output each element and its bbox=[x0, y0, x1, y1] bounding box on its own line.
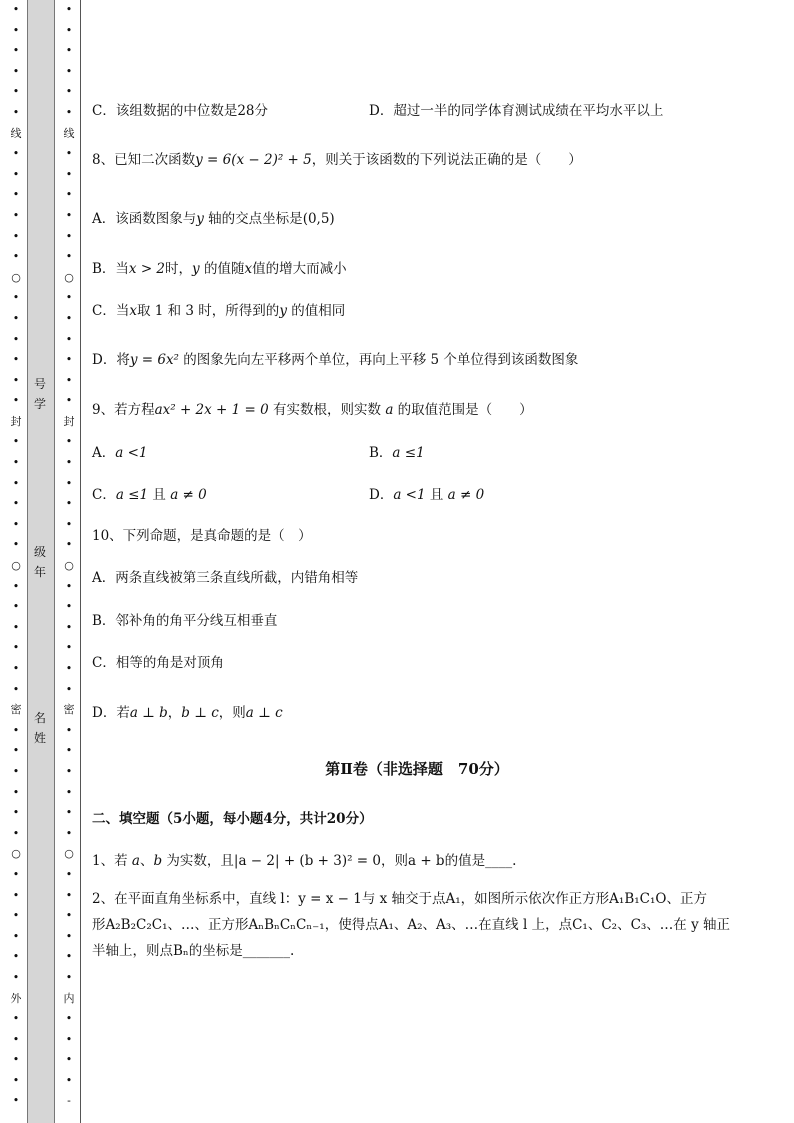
margin-outer-char: • bbox=[12, 950, 20, 964]
margin-inner-char: • bbox=[65, 456, 73, 470]
margin-outer-char: • bbox=[12, 291, 20, 305]
margin-inner-char: • bbox=[65, 888, 73, 902]
q10-option-a: A．两条直线被第三条直线所截，内错角相等 bbox=[92, 570, 359, 586]
margin-inner-char: • bbox=[65, 167, 73, 181]
margin-outer-char: • bbox=[12, 23, 20, 37]
margin-outer-char: • bbox=[12, 600, 20, 614]
margin-outer-char: • bbox=[12, 332, 20, 346]
q9-equation: ax² + 2x + 1 = 0 bbox=[154, 402, 269, 418]
margin-inner-char: • bbox=[65, 806, 73, 820]
q9-stem-prefix: 9、若方程 bbox=[92, 402, 155, 418]
margin-outer-char: 外 bbox=[10, 991, 22, 1005]
fill-q1-sep: 、 bbox=[139, 853, 154, 869]
margin-inner-char: • bbox=[65, 682, 73, 696]
margin-outer-char: • bbox=[12, 44, 20, 58]
margin-outer-char: • bbox=[12, 456, 20, 470]
margin-outer-char: • bbox=[12, 764, 20, 778]
q9-a-label: A． bbox=[92, 445, 116, 461]
q9-var: a bbox=[385, 402, 394, 418]
margin-outer-char: • bbox=[12, 435, 20, 449]
margin-inner-char: 线 bbox=[63, 126, 75, 140]
q10-option-d bbox=[92, 701, 283, 721]
binding-margin-outer bbox=[6, 0, 26, 1123]
q8-b-mid2: 的值随 bbox=[199, 261, 245, 277]
fill-in-section-head: 二、填空题（5小题，每小题4分，共计20分） bbox=[92, 811, 373, 827]
margin-outer-char: • bbox=[12, 744, 20, 758]
q8-a-prefix: A．该函数图象与 bbox=[92, 211, 197, 227]
q8-b-cond: x > 2 bbox=[128, 261, 166, 277]
margin-outer-char: • bbox=[12, 579, 20, 593]
margin-outer-char: 线 bbox=[10, 126, 22, 140]
margin-inner-char: • bbox=[65, 867, 73, 881]
margin-inner-char: • bbox=[65, 311, 73, 325]
q9-stem bbox=[92, 398, 533, 418]
fill-q2-line3: 半轴上，则点Bₙ的坐标是_______. bbox=[92, 943, 295, 959]
margin-outer-char: • bbox=[12, 888, 20, 902]
margin-outer-char: • bbox=[12, 3, 20, 16]
q10-stem: 10、下列命题，是真命题的是（ ） bbox=[92, 528, 312, 544]
margin-outer-char: • bbox=[12, 167, 20, 181]
margin-outer-char: 密 bbox=[10, 703, 22, 717]
q9-b-math: a ≤1 bbox=[392, 445, 425, 461]
q8-option-a bbox=[92, 207, 335, 227]
margin-inner-char: • bbox=[65, 579, 73, 593]
margin-outer-char: • bbox=[12, 538, 20, 552]
margin-outer-char: • bbox=[12, 620, 20, 634]
margin-inner-char: 密 bbox=[63, 703, 75, 717]
margin-outer-char: • bbox=[12, 105, 20, 119]
q8-b-var1: y bbox=[192, 261, 200, 277]
bar-label-xing: 姓 bbox=[33, 731, 46, 745]
q8-a-mid: 轴的交点坐标是 bbox=[203, 211, 303, 227]
q8-stem-suffix: ，则关于该函数的下列说法正确的是（ ） bbox=[311, 152, 582, 168]
margin-inner-char: • bbox=[65, 394, 73, 408]
q9-option-a bbox=[92, 441, 148, 461]
q7-option-d: D．超过一半的同学体育测试成绩在平均水平以上 bbox=[369, 103, 664, 119]
margin-outer-char: • bbox=[12, 188, 20, 202]
margin-inner-char: ○ bbox=[64, 847, 74, 861]
margin-outer-char: ○ bbox=[11, 847, 21, 861]
margin-outer-char: • bbox=[12, 208, 20, 222]
bar-label-ming: 名 bbox=[33, 711, 46, 725]
margin-outer-char: • bbox=[12, 909, 20, 923]
q8-b-prefix: B．当 bbox=[92, 261, 129, 277]
fill-q1-equation: |a − 2| + (b + 3)² = 0 bbox=[233, 853, 381, 869]
margin-inner-char: • bbox=[65, 764, 73, 778]
margin-outer-char: • bbox=[12, 1012, 20, 1026]
margin-outer-char: • bbox=[12, 64, 20, 78]
fill-q2-line1: 2、在平面直角坐标系中，直线 l：y = x − 1与 x 轴交于点A₁，如图所示依次作正方形A₁B₁C₁O、正方 bbox=[92, 891, 707, 907]
bar-label-xue: 学 bbox=[33, 397, 46, 411]
q9-option-b bbox=[369, 441, 425, 461]
q9-stem-mid: 有实数根，则实数 bbox=[268, 402, 386, 418]
margin-inner-char: • bbox=[65, 85, 73, 99]
margin-outer-char: • bbox=[12, 641, 20, 655]
q8-d-suffix: 的图象先向左平移两个单位，再向上平移 5 个单位得到该函数图象 bbox=[178, 352, 579, 368]
margin-inner-char: • bbox=[65, 723, 73, 737]
q8-c-var2: y bbox=[279, 303, 287, 319]
q8-c-mid: 取 1 和 3 时，所得到的 bbox=[136, 303, 280, 319]
margin-inner-char: • bbox=[65, 250, 73, 264]
margin-outer-char: ○ bbox=[11, 270, 21, 284]
margin-inner-char: • bbox=[65, 950, 73, 964]
margin-inner-char: • bbox=[65, 1012, 73, 1026]
margin-inner-char: • bbox=[65, 105, 73, 119]
q8-option-b bbox=[92, 257, 347, 277]
margin-inner-char: • bbox=[65, 785, 73, 799]
margin-inner-char: • bbox=[65, 1053, 73, 1067]
q9-c-math2: a ≠ 0 bbox=[170, 487, 207, 503]
margin-outer-char: • bbox=[12, 1053, 20, 1067]
margin-inner-char: • bbox=[65, 332, 73, 346]
q7-option-c: C．该组数据的中位数是28分 bbox=[92, 103, 269, 119]
margin-inner-char: • bbox=[65, 435, 73, 449]
margin-inner-char: • bbox=[65, 744, 73, 758]
margin-outer-char: • bbox=[12, 785, 20, 799]
margin-inner-char: • bbox=[65, 373, 73, 387]
q8-d-prefix: D．将 bbox=[92, 352, 130, 368]
margin-outer-char: • bbox=[12, 311, 20, 325]
q9-c-mid: 且 bbox=[148, 487, 171, 503]
margin-outer-char: • bbox=[12, 373, 20, 387]
q9-stem-suffix: 的取值范围是（ ） bbox=[393, 402, 533, 418]
q10-d-math2: b ⊥ c bbox=[181, 705, 219, 721]
q8-function: y = 6(x − 2)² + 5 bbox=[195, 152, 312, 168]
margin-outer-char: 封 bbox=[10, 414, 22, 428]
margin-outer-char: • bbox=[12, 970, 20, 984]
q8-d-function: y = 6x² bbox=[129, 352, 179, 368]
q9-d-math2: a ≠ 0 bbox=[447, 487, 485, 503]
margin-outer-char: • bbox=[12, 929, 20, 943]
margin-outer-char: • bbox=[12, 662, 20, 675]
fill-q1-var-a: a bbox=[131, 853, 140, 869]
margin-inner-char: • bbox=[65, 23, 73, 37]
margin-inner-char: • bbox=[65, 353, 73, 367]
margin-outer-char: • bbox=[12, 1032, 20, 1046]
q10-d-math3: a ⊥ c bbox=[245, 705, 283, 721]
fill-q1-mid: 为实数，且 bbox=[162, 853, 234, 869]
margin-inner-char: • bbox=[65, 188, 73, 202]
q8-c-suffix: 的值相同 bbox=[286, 303, 346, 319]
q9-d-label: D． bbox=[369, 487, 394, 503]
q10-d-prefix: D．若 bbox=[92, 705, 130, 721]
fill-q2-line2: 形A₂B₂C₂C₁、…、正方形AₙBₙCₙCₙ₋₁，使得点A₁、A₂、A₃、…在直线 l 上，点C₁、C₂、C₃、…在 y 轴正 bbox=[92, 917, 731, 933]
q9-c-label: C． bbox=[92, 487, 116, 503]
margin-outer-char: • bbox=[12, 806, 20, 820]
q9-c-math1: a ≤1 bbox=[115, 487, 149, 503]
margin-inner-char: • bbox=[65, 641, 73, 655]
margin-outer-char: • bbox=[12, 723, 20, 737]
q8-a-point: (0,5) bbox=[302, 211, 335, 227]
margin-outer-char: • bbox=[12, 85, 20, 99]
margin-inner-char: - bbox=[67, 1094, 71, 1108]
q9-a-math: a <1 bbox=[115, 445, 148, 461]
margin-rule bbox=[80, 0, 81, 1123]
margin-inner-char: • bbox=[65, 208, 73, 222]
margin-outer-char: • bbox=[12, 394, 20, 408]
q10-d-mid1: ， bbox=[167, 705, 182, 721]
margin-inner-char: 内 bbox=[63, 991, 75, 1005]
margin-outer-char: • bbox=[12, 1094, 20, 1108]
bar-label-hao: 号 bbox=[33, 377, 46, 391]
margin-inner-char: • bbox=[65, 291, 73, 305]
margin-inner-char: • bbox=[65, 1032, 73, 1046]
margin-outer-char: • bbox=[12, 229, 20, 243]
margin-outer-char: • bbox=[12, 682, 20, 696]
q8-c-prefix: C．当 bbox=[92, 303, 130, 319]
q8-option-d bbox=[92, 348, 578, 368]
part2-title: 第Ⅱ卷（非选择题 70分） bbox=[325, 760, 509, 778]
margin-outer-char: • bbox=[12, 147, 20, 161]
q8-b-var2: x bbox=[244, 261, 253, 277]
fill-q1-prefix: 1、若 bbox=[92, 853, 132, 869]
q10-option-c: C．相等的角是对顶角 bbox=[92, 655, 224, 671]
bar-label-nian: 年 bbox=[33, 565, 46, 579]
margin-inner-char: ○ bbox=[64, 270, 74, 284]
margin-outer-char: • bbox=[12, 353, 20, 367]
q8-a-var: y bbox=[196, 211, 204, 227]
margin-inner-char: • bbox=[65, 600, 73, 614]
margin-inner-char: • bbox=[65, 620, 73, 634]
q10-d-math1: a ⊥ b bbox=[129, 705, 168, 721]
margin-inner-char: • bbox=[65, 476, 73, 490]
q8-b-mid1: 时， bbox=[165, 261, 193, 277]
margin-inner-char: • bbox=[65, 3, 73, 16]
margin-inner-char: • bbox=[65, 147, 73, 161]
fill-q2 bbox=[92, 886, 742, 964]
binding-margin-bar bbox=[27, 0, 55, 1123]
margin-outer-char: • bbox=[12, 826, 20, 840]
binding-margin-inner bbox=[59, 0, 79, 1123]
q8-c-var1: x bbox=[129, 303, 137, 319]
margin-inner-char: 封 bbox=[63, 414, 75, 428]
margin-outer-char: • bbox=[12, 497, 20, 511]
margin-inner-char: • bbox=[65, 229, 73, 243]
margin-outer-char: • bbox=[12, 250, 20, 264]
fill-q1 bbox=[92, 849, 516, 869]
q8-b-suffix: 值的增大而减小 bbox=[252, 261, 347, 277]
margin-inner-char: • bbox=[65, 909, 73, 923]
q9-option-d bbox=[369, 483, 484, 503]
q9-d-mid: 且 bbox=[425, 487, 448, 503]
q9-option-c bbox=[92, 483, 207, 503]
bar-label-ji: 级 bbox=[33, 545, 46, 559]
margin-outer-char: • bbox=[12, 476, 20, 490]
margin-inner-char: • bbox=[65, 44, 73, 58]
q10-option-b: B．邻补角的角平分线互相垂直 bbox=[92, 613, 278, 629]
margin-outer-char: • bbox=[12, 867, 20, 881]
fill-q1-suffix: ，则a + b的值是____. bbox=[380, 853, 517, 869]
q9-b-label: B． bbox=[369, 445, 393, 461]
fill-q1-var-b: b bbox=[153, 853, 163, 869]
q8-stem bbox=[92, 148, 582, 168]
margin-inner-char: • bbox=[65, 64, 73, 78]
margin-outer-char: • bbox=[12, 1073, 20, 1087]
margin-inner-char: • bbox=[65, 662, 73, 675]
margin-inner-char: • bbox=[65, 1073, 73, 1087]
margin-inner-char: • bbox=[65, 538, 73, 552]
margin-outer-char: ○ bbox=[11, 559, 21, 573]
q9-d-math1: a <1 bbox=[393, 487, 426, 503]
q8-stem-prefix: 8、已知二次函数 bbox=[92, 152, 196, 168]
margin-inner-char: • bbox=[65, 517, 73, 531]
margin-outer-char: • bbox=[12, 517, 20, 531]
margin-inner-char: ○ bbox=[64, 559, 74, 573]
margin-inner-char: • bbox=[65, 970, 73, 984]
q10-d-mid2: ，则 bbox=[218, 705, 246, 721]
margin-inner-char: • bbox=[65, 826, 73, 840]
margin-inner-char: • bbox=[65, 929, 73, 943]
q8-option-c bbox=[92, 299, 345, 319]
margin-inner-char: • bbox=[65, 497, 73, 511]
